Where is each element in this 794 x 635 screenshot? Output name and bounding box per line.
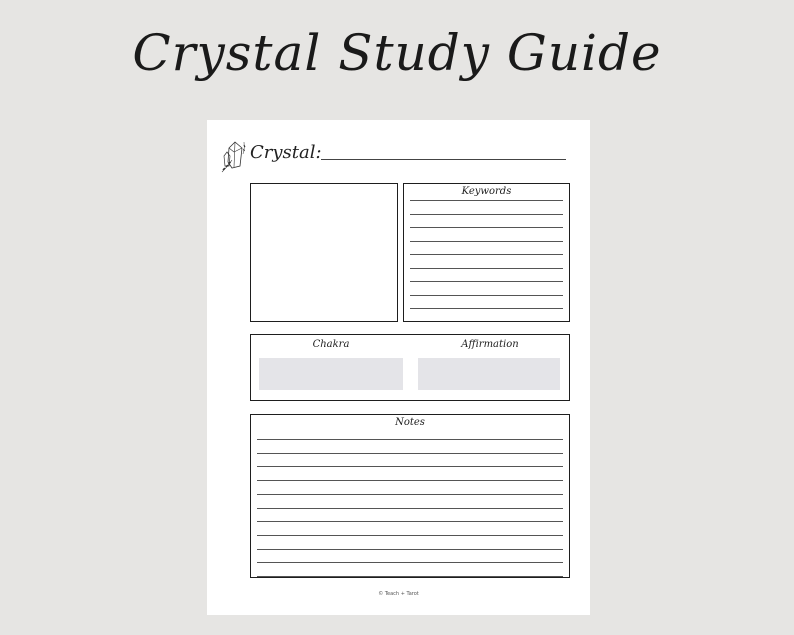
notes-line[interactable] bbox=[257, 562, 563, 563]
keywords-title: Keywords bbox=[461, 186, 512, 197]
notes-line[interactable] bbox=[257, 453, 563, 454]
chakra-field[interactable] bbox=[259, 358, 403, 390]
chakra-section bbox=[251, 335, 411, 400]
page-title: Crystal Study Guide bbox=[132, 24, 662, 82]
notes-line[interactable] bbox=[257, 439, 563, 440]
keywords-box[interactable] bbox=[403, 183, 570, 322]
keywords-line[interactable] bbox=[410, 268, 563, 269]
chakra-title: Chakra bbox=[312, 339, 350, 350]
copyright-footer: © Teach + Tarot bbox=[378, 591, 419, 597]
notes-box[interactable] bbox=[250, 414, 570, 578]
notes-line[interactable] bbox=[257, 521, 563, 522]
affirmation-field[interactable] bbox=[418, 358, 560, 390]
affirmation-title: Affirmation bbox=[461, 339, 519, 350]
worksheet-page bbox=[207, 120, 590, 615]
chakra-affirmation-box bbox=[250, 334, 570, 401]
notes-line[interactable] bbox=[257, 466, 563, 467]
notes-line[interactable] bbox=[257, 494, 563, 495]
notes-line[interactable] bbox=[257, 576, 563, 577]
notes-line[interactable] bbox=[257, 480, 563, 481]
notes-line[interactable] bbox=[257, 549, 563, 550]
keywords-line[interactable] bbox=[410, 281, 563, 282]
crystal-cluster-icon bbox=[220, 136, 246, 176]
keywords-line[interactable] bbox=[410, 241, 563, 242]
affirmation-section bbox=[411, 335, 569, 400]
keywords-line[interactable] bbox=[410, 214, 563, 215]
crystal-image-box[interactable] bbox=[250, 183, 398, 322]
keywords-line[interactable] bbox=[410, 308, 563, 309]
notes-line[interactable] bbox=[257, 508, 563, 509]
keywords-line[interactable] bbox=[410, 227, 563, 228]
keywords-line[interactable] bbox=[410, 200, 563, 201]
keywords-line[interactable] bbox=[410, 295, 563, 296]
notes-line[interactable] bbox=[257, 535, 563, 536]
crystal-name-line[interactable] bbox=[321, 159, 566, 160]
keywords-line[interactable] bbox=[410, 254, 563, 255]
notes-title: Notes bbox=[395, 417, 425, 428]
crystal-label: Crystal: bbox=[250, 142, 322, 163]
